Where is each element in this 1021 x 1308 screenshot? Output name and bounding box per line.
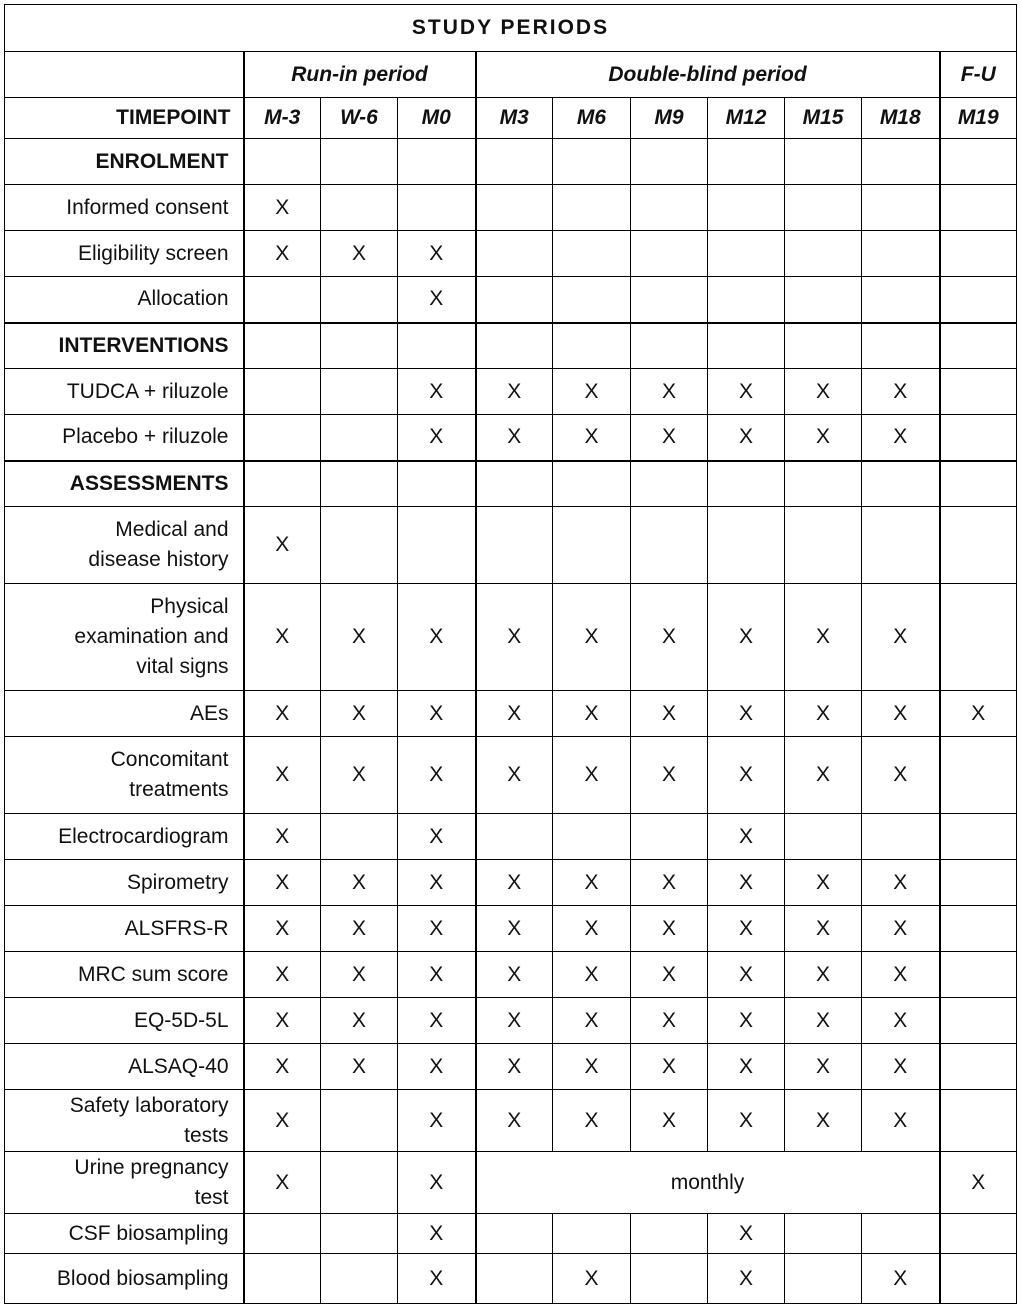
table-row <box>5 906 1017 952</box>
empty-cell <box>862 1214 940 1254</box>
mark-cell: X <box>398 415 476 461</box>
empty-cell <box>940 415 1017 461</box>
empty-cell <box>631 814 708 860</box>
section-row <box>5 323 1017 369</box>
row-label: Allocation <box>5 277 244 323</box>
timepoint-cell: M3 <box>476 98 553 139</box>
row-label-line: Medical and <box>115 518 229 541</box>
empty-cell <box>708 277 785 323</box>
empty-cell <box>553 1214 631 1254</box>
row-label: EQ-5D-5L <box>5 998 244 1044</box>
empty-cell <box>940 277 1017 323</box>
mark-cell: X <box>862 906 940 952</box>
mark-cell: X <box>398 1152 476 1214</box>
empty-cell <box>940 507 1017 584</box>
row-label-line: disease history <box>88 548 229 571</box>
empty-cell <box>244 461 321 507</box>
mark-cell: X <box>321 1044 398 1090</box>
mark-cell: X <box>785 584 862 691</box>
mark-cell: X <box>631 906 708 952</box>
empty-cell <box>244 415 321 461</box>
section-header: INTERVENTIONS <box>5 323 244 369</box>
mark-cell: X <box>631 415 708 461</box>
mark-cell: X <box>321 231 398 277</box>
mark-cell: X <box>708 369 785 415</box>
table-row <box>5 998 1017 1044</box>
empty-cell <box>321 507 398 584</box>
empty-cell <box>940 860 1017 906</box>
mark-cell: X <box>708 1254 785 1304</box>
empty-cell <box>398 139 476 185</box>
empty-cell <box>553 185 631 231</box>
empty-cell <box>708 231 785 277</box>
mark-cell: X <box>785 691 862 737</box>
mark-cell: X <box>476 1090 553 1152</box>
mark-cell: X <box>244 584 321 691</box>
empty-cell <box>476 185 553 231</box>
mark-cell: X <box>476 860 553 906</box>
table-row <box>5 277 1017 323</box>
empty-cell <box>862 231 940 277</box>
empty-cell <box>785 507 862 584</box>
mark-cell: X <box>553 691 631 737</box>
mark-cell: X <box>940 1152 1017 1214</box>
mark-cell: X <box>476 906 553 952</box>
row-label-line: examination and <box>74 625 229 648</box>
mark-cell: X <box>476 415 553 461</box>
mark-cell: X <box>862 1090 940 1152</box>
empty-cell <box>862 461 940 507</box>
empty-cell <box>476 323 553 369</box>
mark-cell: X <box>940 691 1017 737</box>
empty-cell <box>321 1152 398 1214</box>
mark-cell: X <box>321 998 398 1044</box>
empty-cell <box>940 814 1017 860</box>
empty-cell <box>476 814 553 860</box>
timepoint-cell: M19 <box>940 98 1017 139</box>
mark-cell: X <box>321 952 398 998</box>
empty-cell <box>862 277 940 323</box>
empty-cell <box>708 323 785 369</box>
timepoint-cell: M12 <box>708 98 785 139</box>
mark-cell: X <box>476 584 553 691</box>
mark-cell: X <box>785 1090 862 1152</box>
empty-cell <box>631 1254 708 1304</box>
mark-cell: X <box>553 584 631 691</box>
mark-cell: X <box>398 814 476 860</box>
mark-cell: X <box>708 737 785 814</box>
empty-cell <box>940 1090 1017 1152</box>
mark-cell: X <box>321 584 398 691</box>
empty-cell <box>631 139 708 185</box>
empty-cell <box>631 231 708 277</box>
table-row <box>5 737 1017 814</box>
empty-cell <box>553 507 631 584</box>
mark-cell: X <box>862 369 940 415</box>
empty-cell <box>708 185 785 231</box>
mark-cell: X <box>785 860 862 906</box>
empty-cell <box>398 323 476 369</box>
mark-cell: X <box>244 691 321 737</box>
table-row <box>5 1090 1017 1152</box>
mark-cell: X <box>785 369 862 415</box>
empty-cell <box>244 277 321 323</box>
row-label-line: test <box>194 1185 229 1209</box>
empty-cell <box>553 277 631 323</box>
mark-cell: X <box>708 415 785 461</box>
table-row <box>5 860 1017 906</box>
empty-cell <box>398 185 476 231</box>
row-label <box>5 1152 244 1214</box>
mark-cell: X <box>631 952 708 998</box>
merged-note-cell: monthly <box>476 1152 940 1214</box>
mark-cell: X <box>398 369 476 415</box>
empty-cell <box>862 323 940 369</box>
row-label-line: Physical <box>150 595 229 618</box>
row-label-line: treatments <box>129 778 229 801</box>
mark-cell: X <box>708 691 785 737</box>
mark-cell: X <box>553 860 631 906</box>
empty-cell <box>476 1214 553 1254</box>
mark-cell: X <box>553 952 631 998</box>
timepoint-cell: M9 <box>631 98 708 139</box>
mark-cell: X <box>631 1044 708 1090</box>
mark-cell: X <box>398 691 476 737</box>
mark-cell: X <box>321 860 398 906</box>
timepoint-cell: M15 <box>785 98 862 139</box>
row-label: CSF biosampling <box>5 1214 244 1254</box>
mark-cell: X <box>708 860 785 906</box>
empty-cell <box>476 231 553 277</box>
row-label: TUDCA + riluzole <box>5 369 244 415</box>
mark-cell: X <box>476 691 553 737</box>
mark-cell: X <box>244 1152 321 1214</box>
title-row <box>5 5 1017 52</box>
table-row <box>5 415 1017 461</box>
empty-cell <box>321 1254 398 1304</box>
timepoint-cell: M6 <box>553 98 631 139</box>
row-label <box>5 507 244 584</box>
mark-cell: X <box>398 952 476 998</box>
empty-cell <box>708 461 785 507</box>
empty-cell <box>321 1214 398 1254</box>
timepoint-cell: M0 <box>398 98 476 139</box>
empty-cell <box>940 185 1017 231</box>
table-row <box>5 1044 1017 1090</box>
empty-cell <box>631 323 708 369</box>
empty-cell <box>244 369 321 415</box>
mark-cell: X <box>476 1044 553 1090</box>
empty-cell <box>631 185 708 231</box>
empty-cell <box>940 461 1017 507</box>
empty-cell <box>321 185 398 231</box>
mark-cell: X <box>785 1044 862 1090</box>
table-row <box>5 814 1017 860</box>
timepoint-cell: M18 <box>862 98 940 139</box>
empty-cell <box>244 323 321 369</box>
timepoint-header: TIMEPOINT <box>5 98 244 139</box>
table-row <box>5 369 1017 415</box>
empty-cell <box>785 231 862 277</box>
empty-cell <box>553 814 631 860</box>
empty-cell <box>476 507 553 584</box>
section-header: ENROLMENT <box>5 139 244 185</box>
mark-cell: X <box>553 737 631 814</box>
mark-cell: X <box>631 998 708 1044</box>
mark-cell: X <box>244 952 321 998</box>
mark-cell: X <box>244 185 321 231</box>
empty-cell <box>321 323 398 369</box>
row-label: ALSAQ-40 <box>5 1044 244 1090</box>
row-label: Informed consent <box>5 185 244 231</box>
empty-cell <box>321 814 398 860</box>
mark-cell: X <box>708 1214 785 1254</box>
row-label <box>5 1090 244 1152</box>
row-label: Electrocardiogram <box>5 814 244 860</box>
empty-cell <box>785 1214 862 1254</box>
mark-cell: X <box>398 1090 476 1152</box>
row-label: Blood biosampling <box>5 1254 244 1304</box>
row-label-line: tests <box>184 1123 229 1147</box>
mark-cell: X <box>862 584 940 691</box>
mark-cell: X <box>631 1090 708 1152</box>
period-row <box>5 52 1017 98</box>
mark-cell: X <box>631 369 708 415</box>
mark-cell: X <box>631 737 708 814</box>
empty-cell <box>321 461 398 507</box>
empty-cell <box>708 507 785 584</box>
mark-cell: X <box>321 691 398 737</box>
mark-cell: X <box>631 584 708 691</box>
mark-cell: X <box>862 691 940 737</box>
mark-cell: X <box>476 737 553 814</box>
mark-cell: X <box>398 1214 476 1254</box>
mark-cell: X <box>631 860 708 906</box>
table-title: STUDY PERIODS <box>5 5 1017 52</box>
study-schedule-table <box>4 4 1017 1304</box>
empty-cell <box>940 1214 1017 1254</box>
mark-cell: X <box>244 906 321 952</box>
section-row <box>5 461 1017 507</box>
empty-cell <box>631 1214 708 1254</box>
empty-cell <box>940 323 1017 369</box>
mark-cell: X <box>862 1254 940 1304</box>
mark-cell: X <box>708 814 785 860</box>
empty-cell <box>476 277 553 323</box>
mark-cell: X <box>862 737 940 814</box>
row-label-line: Concomitant <box>110 748 229 771</box>
empty-cell <box>553 323 631 369</box>
empty-cell <box>553 139 631 185</box>
row-label-line: Urine pregnancy <box>74 1155 229 1179</box>
empty-cell <box>321 139 398 185</box>
empty-cell <box>785 1254 862 1304</box>
timepoint-row <box>5 98 1017 139</box>
mark-cell: X <box>398 860 476 906</box>
mark-cell: X <box>553 1090 631 1152</box>
row-label: MRC sum score <box>5 952 244 998</box>
mark-cell: X <box>244 737 321 814</box>
empty-cell <box>244 1214 321 1254</box>
section-row <box>5 139 1017 185</box>
mark-cell: X <box>476 998 553 1044</box>
mark-cell: X <box>476 952 553 998</box>
mark-cell: X <box>244 860 321 906</box>
mark-cell: X <box>244 814 321 860</box>
mark-cell: X <box>631 691 708 737</box>
mark-cell: X <box>708 906 785 952</box>
empty-cell <box>553 461 631 507</box>
empty-cell <box>785 323 862 369</box>
timepoint-cell: W-6 <box>321 98 398 139</box>
period-header: F-U <box>940 52 1017 98</box>
mark-cell: X <box>398 737 476 814</box>
mark-cell: X <box>398 584 476 691</box>
empty-cell <box>321 1090 398 1152</box>
row-label-line: vital signs <box>136 655 229 678</box>
row-label: Spirometry <box>5 860 244 906</box>
mark-cell: X <box>398 231 476 277</box>
period-header: Run-in period <box>244 52 476 98</box>
empty-cell <box>321 369 398 415</box>
row-label <box>5 737 244 814</box>
mark-cell: X <box>785 906 862 952</box>
table-row <box>5 1152 1017 1214</box>
mark-cell: X <box>708 952 785 998</box>
timepoint-cell: M-3 <box>244 98 321 139</box>
empty-cell <box>940 231 1017 277</box>
table-row <box>5 507 1017 584</box>
mark-cell: X <box>785 737 862 814</box>
empty-cell <box>398 507 476 584</box>
empty-cell <box>940 1044 1017 1090</box>
mark-cell: X <box>398 1044 476 1090</box>
table-row <box>5 1214 1017 1254</box>
mark-cell: X <box>553 1044 631 1090</box>
mark-cell: X <box>553 369 631 415</box>
mark-cell: X <box>244 231 321 277</box>
empty-cell <box>862 185 940 231</box>
row-label: Eligibility screen <box>5 231 244 277</box>
mark-cell: X <box>785 415 862 461</box>
empty-cell <box>785 814 862 860</box>
empty-cell <box>940 584 1017 691</box>
mark-cell: X <box>244 507 321 584</box>
mark-cell: X <box>321 737 398 814</box>
mark-cell: X <box>553 998 631 1044</box>
row-label: AEs <box>5 691 244 737</box>
mark-cell: X <box>862 415 940 461</box>
mark-cell: X <box>398 906 476 952</box>
mark-cell: X <box>862 952 940 998</box>
mark-cell: X <box>244 998 321 1044</box>
empty-cell <box>244 1254 321 1304</box>
schedule-body <box>5 5 1017 1304</box>
empty-cell <box>785 461 862 507</box>
empty-cell <box>940 369 1017 415</box>
period-corner-cell <box>5 52 244 98</box>
mark-cell: X <box>476 369 553 415</box>
mark-cell: X <box>708 584 785 691</box>
mark-cell: X <box>708 998 785 1044</box>
mark-cell: X <box>862 860 940 906</box>
empty-cell <box>785 139 862 185</box>
empty-cell <box>940 139 1017 185</box>
empty-cell <box>862 814 940 860</box>
empty-cell <box>862 139 940 185</box>
table-row <box>5 1254 1017 1304</box>
table-row <box>5 952 1017 998</box>
table-row <box>5 691 1017 737</box>
mark-cell: X <box>708 1044 785 1090</box>
empty-cell <box>553 231 631 277</box>
empty-cell <box>940 1254 1017 1304</box>
mark-cell: X <box>862 1044 940 1090</box>
empty-cell <box>631 507 708 584</box>
empty-cell <box>321 277 398 323</box>
period-header: Double-blind period <box>476 52 940 98</box>
empty-cell <box>940 906 1017 952</box>
empty-cell <box>631 277 708 323</box>
empty-cell <box>398 461 476 507</box>
empty-cell <box>244 139 321 185</box>
mark-cell: X <box>244 1090 321 1152</box>
table-row <box>5 231 1017 277</box>
empty-cell <box>631 461 708 507</box>
row-label-line: Safety laboratory <box>69 1093 229 1117</box>
mark-cell: X <box>398 998 476 1044</box>
row-label: ALSFRS-R <box>5 906 244 952</box>
mark-cell: X <box>785 998 862 1044</box>
mark-cell: X <box>785 952 862 998</box>
mark-cell: X <box>321 906 398 952</box>
mark-cell: X <box>398 277 476 323</box>
mark-cell: X <box>553 1254 631 1304</box>
mark-cell: X <box>553 415 631 461</box>
table-row <box>5 185 1017 231</box>
row-label: Placebo + riluzole <box>5 415 244 461</box>
empty-cell <box>940 998 1017 1044</box>
mark-cell: X <box>398 1254 476 1304</box>
empty-cell <box>785 185 862 231</box>
empty-cell <box>476 139 553 185</box>
mark-cell: X <box>862 998 940 1044</box>
table-row <box>5 584 1017 691</box>
mark-cell: X <box>708 1090 785 1152</box>
empty-cell <box>708 139 785 185</box>
empty-cell <box>785 277 862 323</box>
empty-cell <box>862 507 940 584</box>
empty-cell <box>476 1254 553 1304</box>
mark-cell: X <box>553 906 631 952</box>
section-header: ASSESSMENTS <box>5 461 244 507</box>
empty-cell <box>321 415 398 461</box>
mark-cell: X <box>244 1044 321 1090</box>
empty-cell <box>476 461 553 507</box>
empty-cell <box>940 737 1017 814</box>
row-label <box>5 584 244 691</box>
empty-cell <box>940 952 1017 998</box>
